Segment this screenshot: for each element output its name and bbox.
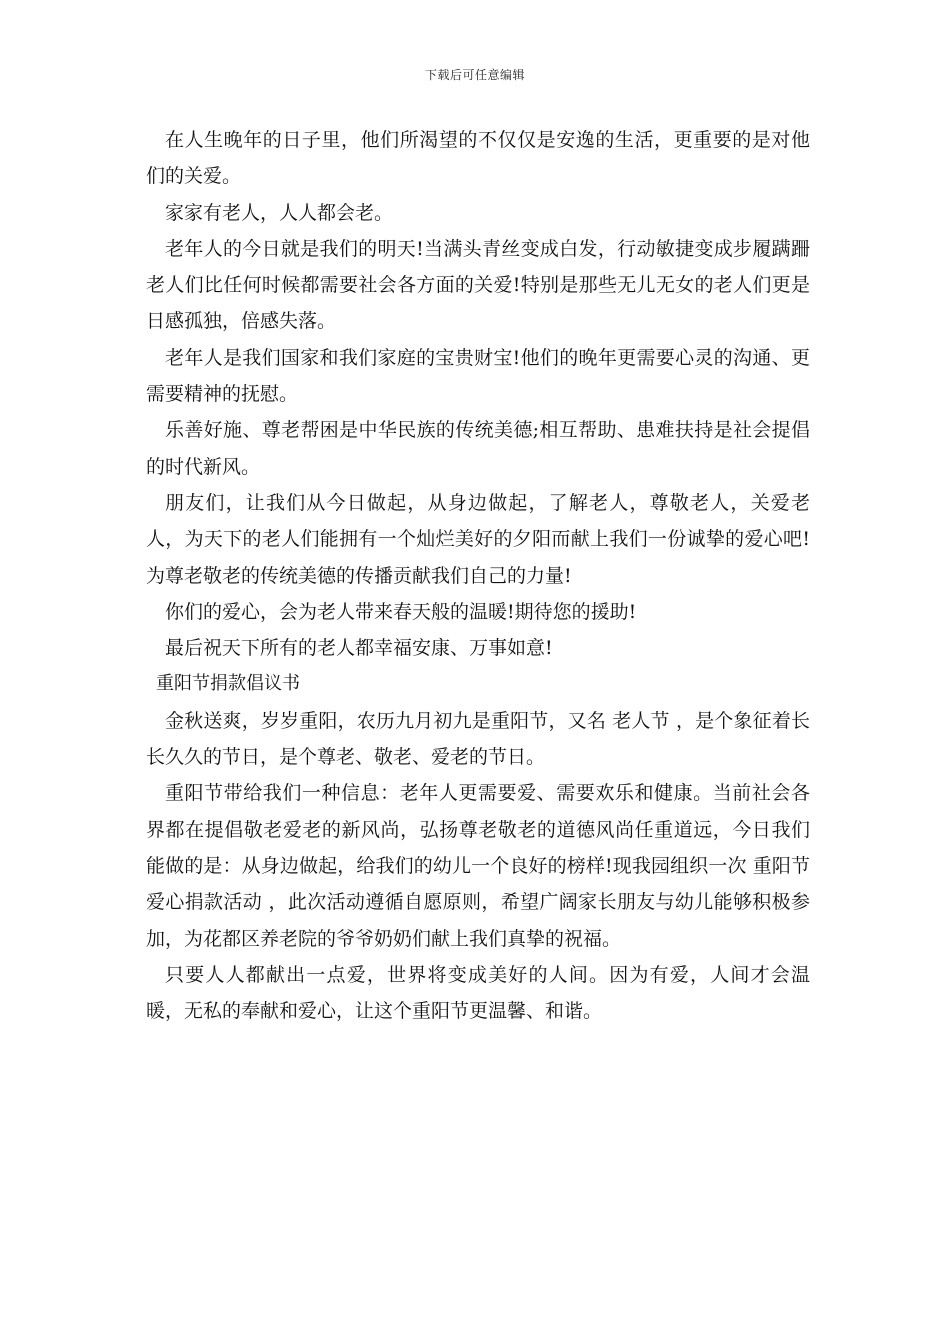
paragraph: 重阳节带给我们一种信息：老年人更需要爱、需要欢乐和健康。当前社会各界都在提倡敬老爱老的新风尚，弘扬尊老敬老的道德风尚任重道远，今日我们能做的是：从身边做起，给我们的幼儿一个良好的榜样!现我园组织一次 重阳节爱心捐款活动 ，此次活动遵循自愿原则，希望广阔家长朋友与幼儿能够积极参加，为花都区养老院的爷爷奶奶们献上我们真挚的祝福。 [146,782,810,950]
paragraph: 最后祝天下所有的老人都幸福安康、万事如意! [165,637,553,660]
paragraph: 朋友们，让我们从今日做起，从身边做起，了解老人，尊敬老人，关爱老人，为天下的老人们能拥有一个灿烂美好的夕阳而献上我们一份诚挚的爱心吧!为尊老敬老的传统美德的传播贡献我们自己的力量! [146,491,810,587]
paragraph: 只要人人都献出一点爱，世界将变成美好的人间。因为有爱，人间才会温暖，无私的奉献和爱心，让这个重阳节更温馨、和谐。 [146,963,810,1023]
paragraph: 老年人的今日就是我们的明天!当满头青丝变成白发，行动敏捷变成步履蹒跚老人们比任何时候都需要社会各方面的关爱!特别是那些无儿无女的老人们更是日感孤独，倍感失落。 [146,237,810,333]
paragraph: 乐善好施、尊老帮困是中华民族的传统美德;相互帮助、患难扶持是社会提倡的时代新风。 [146,419,810,478]
paragraph: 在人生晚年的日子里，他们所渴望的不仅仅是安逸的生活，更重要的是对他们的关爱。 [146,129,810,188]
header-note: 下载后可任意编辑 [424,68,525,82]
paragraph: 家家有老人，人人都会老。 [165,201,394,224]
paragraph: 你们的爱心，会为老人带来春天般的温暖!期待您的援助! [165,600,637,623]
paragraph: 金秋送爽，岁岁重阳，农历九月初九是重阳节，又名 老人节 ，是个象征着长长久久的节日，是个尊老、敬老、爱老的节日。 [146,709,810,769]
document-body [146,122,810,1029]
section-title: 重阳节捐款倡议书 [156,673,300,695]
paragraph: 老年人是我们国家和我们家庭的宝贵财宝!他们的晚年更需要心灵的沟通、更需要精神的抚慰。 [146,346,810,406]
